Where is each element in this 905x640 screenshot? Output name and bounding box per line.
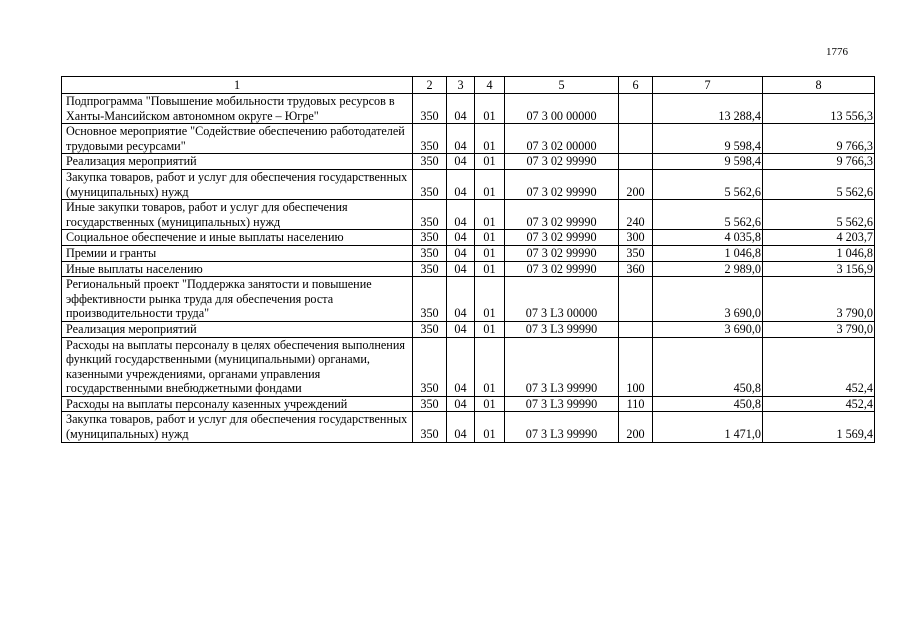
expense-type-code: 240 (619, 200, 653, 230)
ministry-code: 350 (413, 94, 447, 124)
expense-name: Социальное обеспечение и иные выплаты населению (62, 230, 413, 246)
column-header: 1 (62, 77, 413, 94)
table-header (62, 77, 875, 94)
expense-name: Закупка товаров, работ и услуг для обеспечения государственных (муниципальных) нужд (62, 169, 413, 199)
table-row (62, 124, 875, 154)
header-row (62, 77, 875, 94)
expense-name: Закупка товаров, работ и услуг для обеспечения государственных (муниципальных) нужд (62, 412, 413, 442)
target-article-code: 07 3 L3 99990 (505, 337, 619, 396)
section-code: 04 (447, 396, 475, 412)
column-header: 6 (619, 77, 653, 94)
expense-type-code: 200 (619, 412, 653, 442)
subsection-code: 01 (475, 277, 505, 322)
table-row (62, 154, 875, 170)
expense-type-code: 300 (619, 230, 653, 246)
subsection-code: 01 (475, 396, 505, 412)
amount-col7: 3 690,0 (653, 277, 763, 322)
budget-table (61, 76, 875, 443)
ministry-code: 350 (413, 245, 447, 261)
section-code: 04 (447, 261, 475, 277)
expense-type-code: 350 (619, 245, 653, 261)
expense-type-code: 360 (619, 261, 653, 277)
expense-name: Реализация мероприятий (62, 321, 413, 337)
section-code: 04 (447, 277, 475, 322)
amount-col8: 1 569,4 (763, 412, 875, 442)
amount-col7: 3 690,0 (653, 321, 763, 337)
section-code: 04 (447, 321, 475, 337)
subsection-code: 01 (475, 337, 505, 396)
column-header: 8 (763, 77, 875, 94)
ministry-code: 350 (413, 124, 447, 154)
section-code: 04 (447, 245, 475, 261)
expense-type-code: 200 (619, 169, 653, 199)
target-article-code: 07 3 02 99990 (505, 169, 619, 199)
table-row (62, 337, 875, 396)
expense-name: Подпрограмма "Повышение мобильности трудовых ресурсов в Ханты-Мансийском автономном округе – Югре" (62, 94, 413, 124)
ministry-code: 350 (413, 396, 447, 412)
ministry-code: 350 (413, 337, 447, 396)
amount-col7: 450,8 (653, 396, 763, 412)
section-code: 04 (447, 200, 475, 230)
target-article-code: 07 3 L3 99990 (505, 412, 619, 442)
target-article-code: 07 3 02 99990 (505, 154, 619, 170)
page-number: 1776 (826, 46, 848, 58)
ministry-code: 350 (413, 230, 447, 246)
expense-name: Премии и гранты (62, 245, 413, 261)
target-article-code: 07 3 02 99990 (505, 245, 619, 261)
amount-col7: 4 035,8 (653, 230, 763, 246)
amount-col7: 5 562,6 (653, 169, 763, 199)
expense-type-code (619, 124, 653, 154)
table-row (62, 277, 875, 322)
table-row (62, 169, 875, 199)
subsection-code: 01 (475, 200, 505, 230)
column-header: 2 (413, 77, 447, 94)
column-header: 5 (505, 77, 619, 94)
amount-col8: 452,4 (763, 337, 875, 396)
target-article-code: 07 3 L3 99990 (505, 396, 619, 412)
amount-col7: 1 046,8 (653, 245, 763, 261)
subsection-code: 01 (475, 245, 505, 261)
table-row (62, 245, 875, 261)
expense-type-code (619, 94, 653, 124)
target-article-code: 07 3 02 99990 (505, 261, 619, 277)
expense-name: Реализация мероприятий (62, 154, 413, 170)
amount-col8: 3 790,0 (763, 277, 875, 322)
target-article-code: 07 3 02 99990 (505, 200, 619, 230)
table-row (62, 230, 875, 246)
ministry-code: 350 (413, 261, 447, 277)
table-row (62, 200, 875, 230)
amount-col7: 2 989,0 (653, 261, 763, 277)
amount-col7: 13 288,4 (653, 94, 763, 124)
column-header: 4 (475, 77, 505, 94)
table-body (62, 94, 875, 443)
amount-col8: 1 046,8 (763, 245, 875, 261)
ministry-code: 350 (413, 169, 447, 199)
amount-col8: 3 790,0 (763, 321, 875, 337)
column-header: 7 (653, 77, 763, 94)
target-article-code: 07 3 02 99990 (505, 230, 619, 246)
amount-col8: 13 556,3 (763, 94, 875, 124)
amount-col7: 9 598,4 (653, 154, 763, 170)
expense-name: Расходы на выплаты персоналу в целях обеспечения выполнения функций государственными (муниципальными) органами, казенными учреждениями, органами управления государственными внебюджетными фондами (62, 337, 413, 396)
subsection-code: 01 (475, 230, 505, 246)
column-header: 3 (447, 77, 475, 94)
amount-col7: 9 598,4 (653, 124, 763, 154)
section-code: 04 (447, 169, 475, 199)
section-code: 04 (447, 124, 475, 154)
amount-col8: 3 156,9 (763, 261, 875, 277)
subsection-code: 01 (475, 261, 505, 277)
subsection-code: 01 (475, 169, 505, 199)
subsection-code: 01 (475, 412, 505, 442)
ministry-code: 350 (413, 154, 447, 170)
target-article-code: 07 3 00 00000 (505, 94, 619, 124)
amount-col8: 9 766,3 (763, 124, 875, 154)
table-row (62, 94, 875, 124)
table-row (62, 396, 875, 412)
expense-name: Иные выплаты населению (62, 261, 413, 277)
amount-col8: 4 203,7 (763, 230, 875, 246)
subsection-code: 01 (475, 124, 505, 154)
ministry-code: 350 (413, 412, 447, 442)
section-code: 04 (447, 154, 475, 170)
amount-col7: 450,8 (653, 337, 763, 396)
ministry-code: 350 (413, 321, 447, 337)
expense-type-code (619, 277, 653, 322)
subsection-code: 01 (475, 94, 505, 124)
expense-name: Региональный проект "Поддержка занятости и повышение эффективности рынка труда для обеспечения роста производительности труда" (62, 277, 413, 322)
table-row (62, 412, 875, 442)
expense-type-code (619, 321, 653, 337)
table-row (62, 261, 875, 277)
target-article-code: 07 3 L3 99990 (505, 321, 619, 337)
section-code: 04 (447, 412, 475, 442)
target-article-code: 07 3 02 00000 (505, 124, 619, 154)
target-article-code: 07 3 L3 00000 (505, 277, 619, 322)
section-code: 04 (447, 230, 475, 246)
expense-name: Расходы на выплаты персоналу казенных учреждений (62, 396, 413, 412)
expense-type-code: 110 (619, 396, 653, 412)
amount-col7: 5 562,6 (653, 200, 763, 230)
amount-col8: 5 562,6 (763, 200, 875, 230)
section-code: 04 (447, 94, 475, 124)
expense-type-code (619, 154, 653, 170)
amount-col8: 9 766,3 (763, 154, 875, 170)
expense-name: Основное мероприятие "Содействие обеспечению работодателей трудовыми ресурсами" (62, 124, 413, 154)
amount-col8: 452,4 (763, 396, 875, 412)
ministry-code: 350 (413, 277, 447, 322)
table-row (62, 321, 875, 337)
subsection-code: 01 (475, 154, 505, 170)
amount-col8: 5 562,6 (763, 169, 875, 199)
ministry-code: 350 (413, 200, 447, 230)
expense-type-code: 100 (619, 337, 653, 396)
section-code: 04 (447, 337, 475, 396)
amount-col7: 1 471,0 (653, 412, 763, 442)
expense-name: Иные закупки товаров, работ и услуг для обеспечения государственных (муниципальных) нужд (62, 200, 413, 230)
subsection-code: 01 (475, 321, 505, 337)
